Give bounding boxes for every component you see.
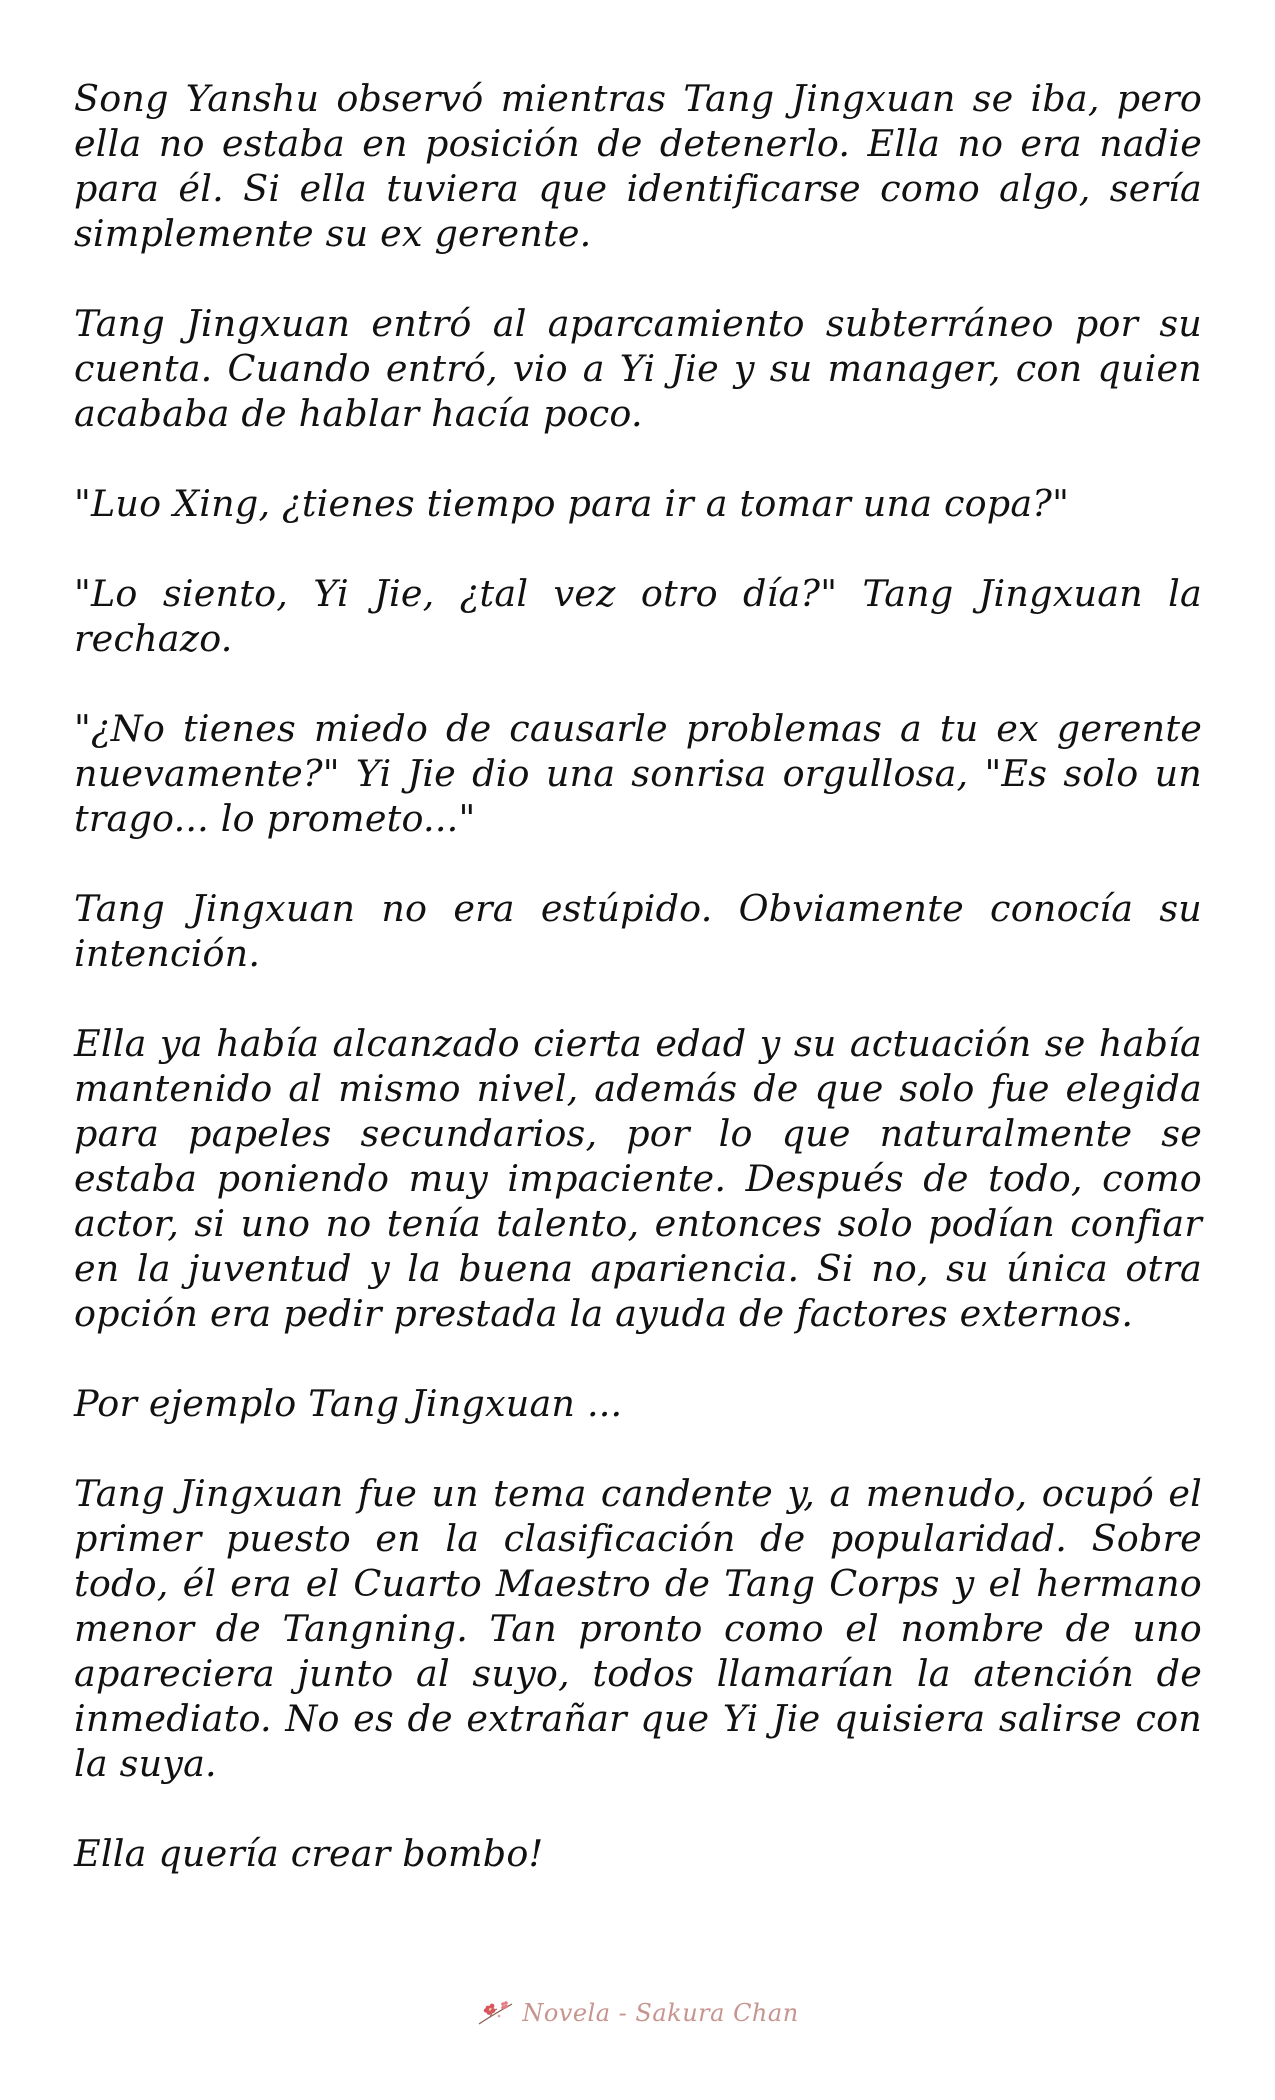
paragraph-10: Ella quería crear bombo!	[74, 1832, 544, 1875]
paragraph-1: Song Yanshu observó mientras Tang Jingxuan se iba, pero ella no estaba en posición de detenerlo. Ella no era nadie para él. Si ella tuviera que identificarse como algo, sería simplemente su ex gerente.	[74, 77, 1202, 255]
paragraph-2: Tang Jingxuan entró al aparcamiento subterráneo por su cuenta. Cuando entró, vio a Yi Jie y su manager, con quien acababa de hablar hacía poco.	[74, 302, 1202, 435]
paragraph-9: Tang Jingxuan fue un tema candente y, a menudo, ocupó el primer puesto en la clasificación de popularidad. Sobre todo, él era el Cuarto Maestro de Tang Corps y el hermano menor de Tangning. Tan pronto como el nombre de uno apareciera junto al suyo, todos llamarían la atención de inmediato. No es de extrañar que Yi Jie quisiera salirse con la suya.	[74, 1472, 1202, 1785]
watermark	[0, 1998, 1275, 2028]
paragraph-6: Tang Jingxuan no era estúpido. Obviamente conocía su intención.	[74, 887, 1202, 975]
watermark-text: Novela - Sakura Chan	[522, 1999, 799, 2027]
sakura-blossom-icon	[476, 1998, 516, 2028]
paragraph-8: Por ejemplo Tang Jingxuan ...	[74, 1382, 623, 1425]
paragraph-7: Ella ya había alcanzado cierta edad y su actuación se había mantenido al mismo nivel, además de que solo fue elegida para papeles secundarios, por lo que naturalmente se estaba poniendo muy impaciente. Después de todo, como actor, si uno no tenía talento, entonces solo podían confiar en la juventud y la buena apariencia. Si no, su única otra opción era pedir prestada la ayuda de factores externos.	[74, 1022, 1202, 1335]
document-body	[74, 76, 1202, 1921]
paragraph-3: "Luo Xing, ¿tienes tiempo para ir a tomar una copa?"	[74, 482, 1070, 525]
paragraph-5: "¿No tienes miedo de causarle problemas a tu ex gerente nuevamente?" Yi Jie dio una sonrisa orgullosa, "Es solo un trago... lo prometo..."	[74, 707, 1202, 840]
paragraph-4: "Lo siento, Yi Jie, ¿tal vez otro día?" Tang Jingxuan la rechazo.	[74, 572, 1202, 660]
